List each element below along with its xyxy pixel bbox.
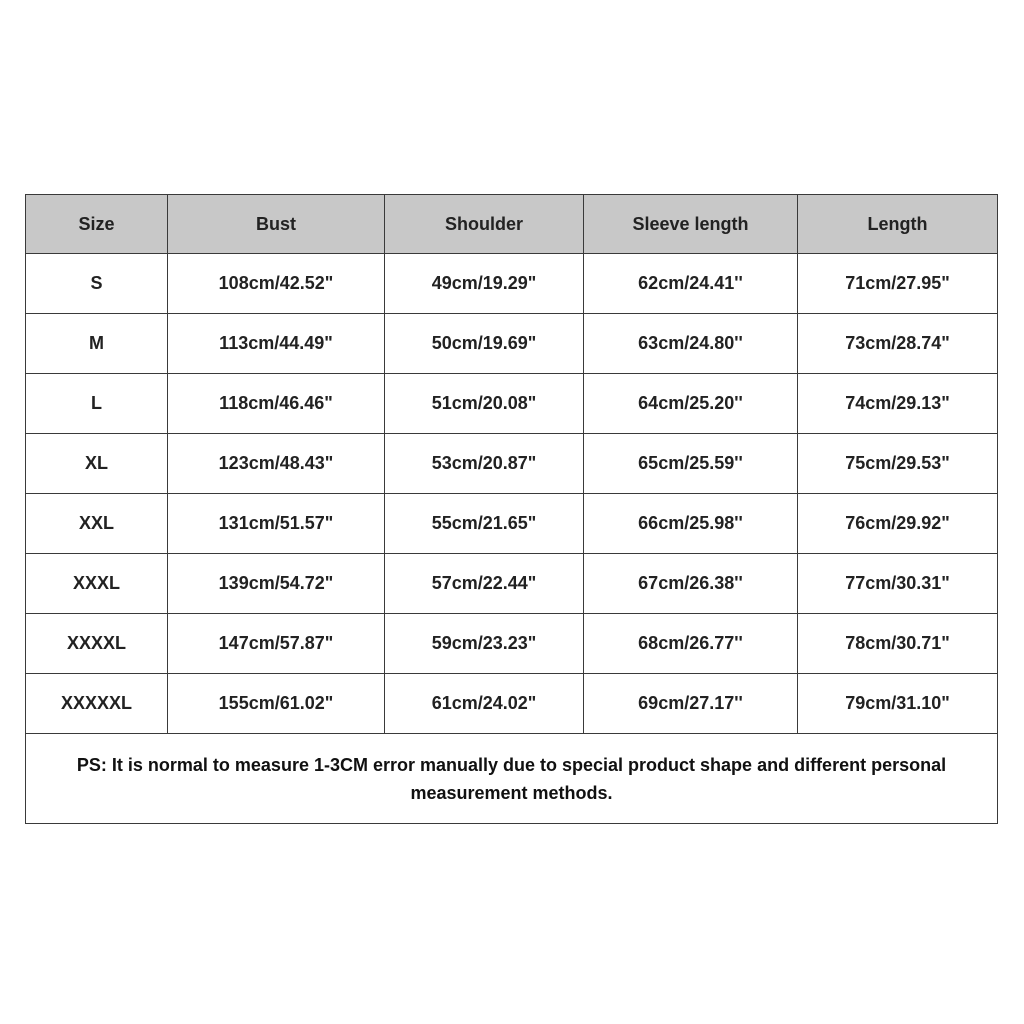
cell-sleeve-length: 62cm/24.41'' (584, 254, 798, 314)
cell-sleeve-length: 65cm/25.59'' (584, 434, 798, 494)
cell-length: 77cm/30.31" (798, 554, 998, 614)
cell-bust: 131cm/51.57" (168, 494, 385, 554)
cell-bust: 118cm/46.46" (168, 374, 385, 434)
cell-bust: 123cm/48.43" (168, 434, 385, 494)
cell-size: M (26, 314, 168, 374)
table-row (26, 434, 998, 494)
cell-length: 76cm/29.92" (798, 494, 998, 554)
cell-bust: 147cm/57.87" (168, 614, 385, 674)
cell-length: 71cm/27.95" (798, 254, 998, 314)
cell-sleeve-length: 64cm/25.20'' (584, 374, 798, 434)
cell-size: XXXL (26, 554, 168, 614)
cell-sleeve-length: 69cm/27.17'' (584, 674, 798, 734)
cell-shoulder: 50cm/19.69" (385, 314, 584, 374)
cell-sleeve-length: 68cm/26.77'' (584, 614, 798, 674)
cell-sleeve-length: 67cm/26.38'' (584, 554, 798, 614)
cell-length: 74cm/29.13" (798, 374, 998, 434)
cell-size: S (26, 254, 168, 314)
header-sleeve-length: Sleeve length (584, 195, 798, 254)
cell-shoulder: 51cm/20.08" (385, 374, 584, 434)
table-row (26, 314, 998, 374)
cell-shoulder: 59cm/23.23" (385, 614, 584, 674)
header-shoulder: Shoulder (385, 195, 584, 254)
cell-shoulder: 49cm/19.29" (385, 254, 584, 314)
cell-length: 78cm/30.71" (798, 614, 998, 674)
cell-bust: 139cm/54.72" (168, 554, 385, 614)
cell-shoulder: 53cm/20.87" (385, 434, 584, 494)
header-row (26, 195, 998, 254)
cell-bust: 108cm/42.52" (168, 254, 385, 314)
header-size: Size (26, 195, 168, 254)
measurement-note: PS: It is normal to measure 1-3CM error manually due to special product shape and different personal measurement methods. (26, 734, 998, 824)
cell-shoulder: 61cm/24.02" (385, 674, 584, 734)
cell-size: XXXXL (26, 614, 168, 674)
size-chart-table (25, 194, 998, 824)
cell-bust: 113cm/44.49" (168, 314, 385, 374)
table-row (26, 674, 998, 734)
table-row (26, 494, 998, 554)
cell-shoulder: 55cm/21.65" (385, 494, 584, 554)
cell-bust: 155cm/61.02" (168, 674, 385, 734)
cell-length: 75cm/29.53" (798, 434, 998, 494)
cell-shoulder: 57cm/22.44" (385, 554, 584, 614)
cell-length: 73cm/28.74" (798, 314, 998, 374)
header-length: Length (798, 195, 998, 254)
cell-sleeve-length: 66cm/25.98'' (584, 494, 798, 554)
cell-size: L (26, 374, 168, 434)
cell-size: XL (26, 434, 168, 494)
table-row (26, 614, 998, 674)
table-row (26, 374, 998, 434)
cell-size: XXXXXL (26, 674, 168, 734)
table-row (26, 254, 998, 314)
cell-size: XXL (26, 494, 168, 554)
cell-sleeve-length: 63cm/24.80'' (584, 314, 798, 374)
note-row (26, 734, 998, 824)
table-row (26, 554, 998, 614)
header-bust: Bust (168, 195, 385, 254)
cell-length: 79cm/31.10" (798, 674, 998, 734)
